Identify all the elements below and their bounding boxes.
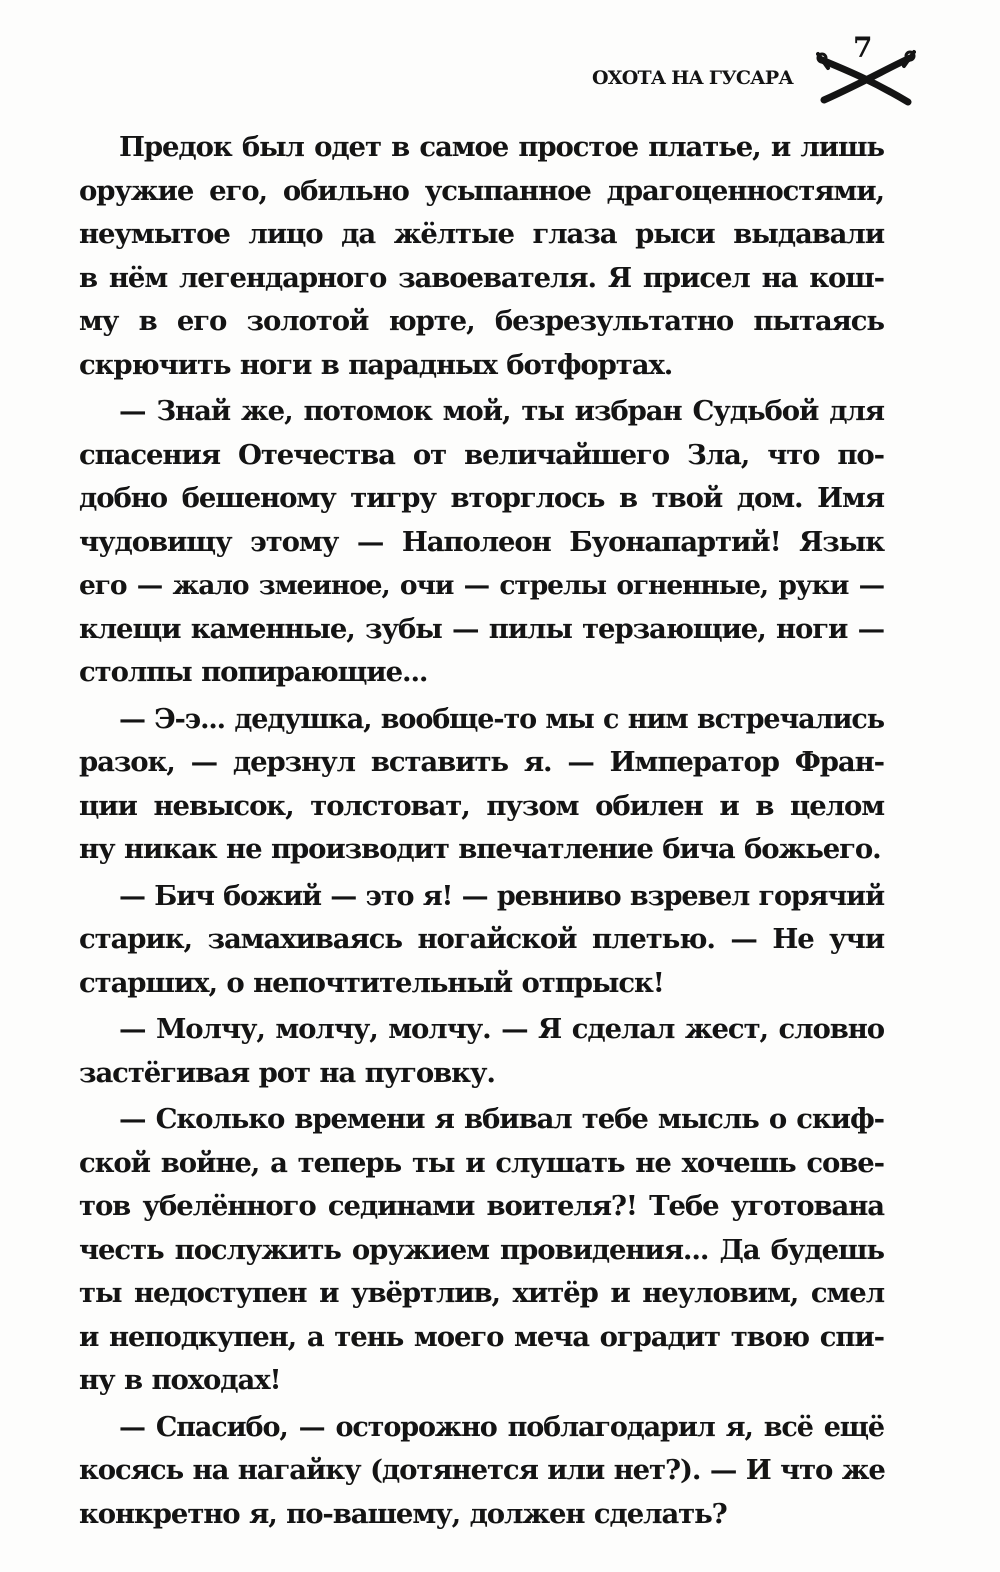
text-line: — Э-э... дедушка, вообще-то мы с ним встречались [119, 703, 884, 735]
text-line: скрючить ноги в парадных ботфортах. [79, 348, 673, 381]
paragraph [79, 1008, 884, 1095]
text-line: — Спасибо, — осторожно поблагодарил я, всё ещё [119, 1411, 884, 1443]
paragraph [79, 875, 884, 1006]
text-line: — Сколько времени я вбивал тебе мысль о скиф- [119, 1103, 884, 1135]
crossed-sabres-icon [816, 46, 916, 108]
paragraph [79, 1098, 884, 1403]
text-line: разок, — дерзнул вставить я. — Император Фран- [79, 746, 884, 778]
text-line: — Молчу, молчу, молчу. — Я сделал жест, словно [119, 1013, 884, 1045]
text-line: ты недоступен и увёртлив, хитёр и неуловим, смел [79, 1277, 884, 1309]
paragraph [79, 1406, 884, 1537]
text-line: ской войне, а теперь ты и слушать не хочешь сове- [79, 1146, 884, 1179]
text-line: старик, замахиваясь ногайской плетью. — Не учи [79, 923, 884, 955]
text-line: столпы попирающие... [79, 656, 428, 688]
text-line: му в его золотой юрте, безрезультатно пытаясь [79, 305, 884, 337]
text-line: ну в походах! [79, 1364, 281, 1396]
page-number: 7 [853, 31, 873, 64]
text-line: ну никак не производит впечатление бича божьего. [79, 833, 881, 865]
text-line: застёгивая рот на пуговку. [79, 1056, 495, 1089]
text-line: и неподкупен, а тень моего меча оградит твою спи- [79, 1320, 884, 1353]
text-line: — Знай же, потомок мой, ты избран Судьбой для [119, 395, 884, 427]
text-line: оружие его, обильно усыпанное драгоценностями, [79, 174, 884, 207]
text-line: — Бич божий — это я! — ревниво взревел горячий [119, 880, 884, 912]
text-line: в нём легендарного завоевателя. Я присел на кош- [79, 261, 884, 294]
text-line: неумытое лицо да жёлтые глаза рыси выдавали [79, 218, 884, 250]
text-line: старших, о непочтительный отпрыск! [79, 966, 664, 999]
paragraph [79, 126, 884, 387]
text-line: честь послужить оружием провидения... Да будешь [79, 1233, 884, 1266]
text-line: тов убелённого сединами воителя?! Тебе уготована [79, 1190, 884, 1222]
text-line: Предок был одет в самое простое платье, и лишь [119, 131, 884, 163]
body-text [79, 126, 884, 1539]
text-line: ции невысок, толстоват, пузом обилен и в целом [79, 789, 884, 822]
text-line: спасения Отечества от величайшего Зла, что по- [79, 438, 884, 471]
running-title: ОХОТА НА ГУСАРА [592, 67, 794, 89]
text-line: добно бешеному тигру вторглось в твой дом. Имя [79, 482, 884, 514]
text-line: клещи каменные, зубы — пилы терзающие, ноги — [79, 612, 884, 645]
paragraph [79, 390, 884, 695]
text-line: конкретно я, по-вашему, должен сделать? [79, 1497, 727, 1530]
paragraph [79, 698, 884, 872]
text-line: косясь на нагайку (дотянется или нет?). — И что же [79, 1454, 885, 1486]
text-line: его — жало змеиное, очи — стрелы огненные, руки — [79, 570, 884, 601]
text-line: чудовищу этому — Наполеон Буонапартий! Язык [79, 525, 884, 558]
